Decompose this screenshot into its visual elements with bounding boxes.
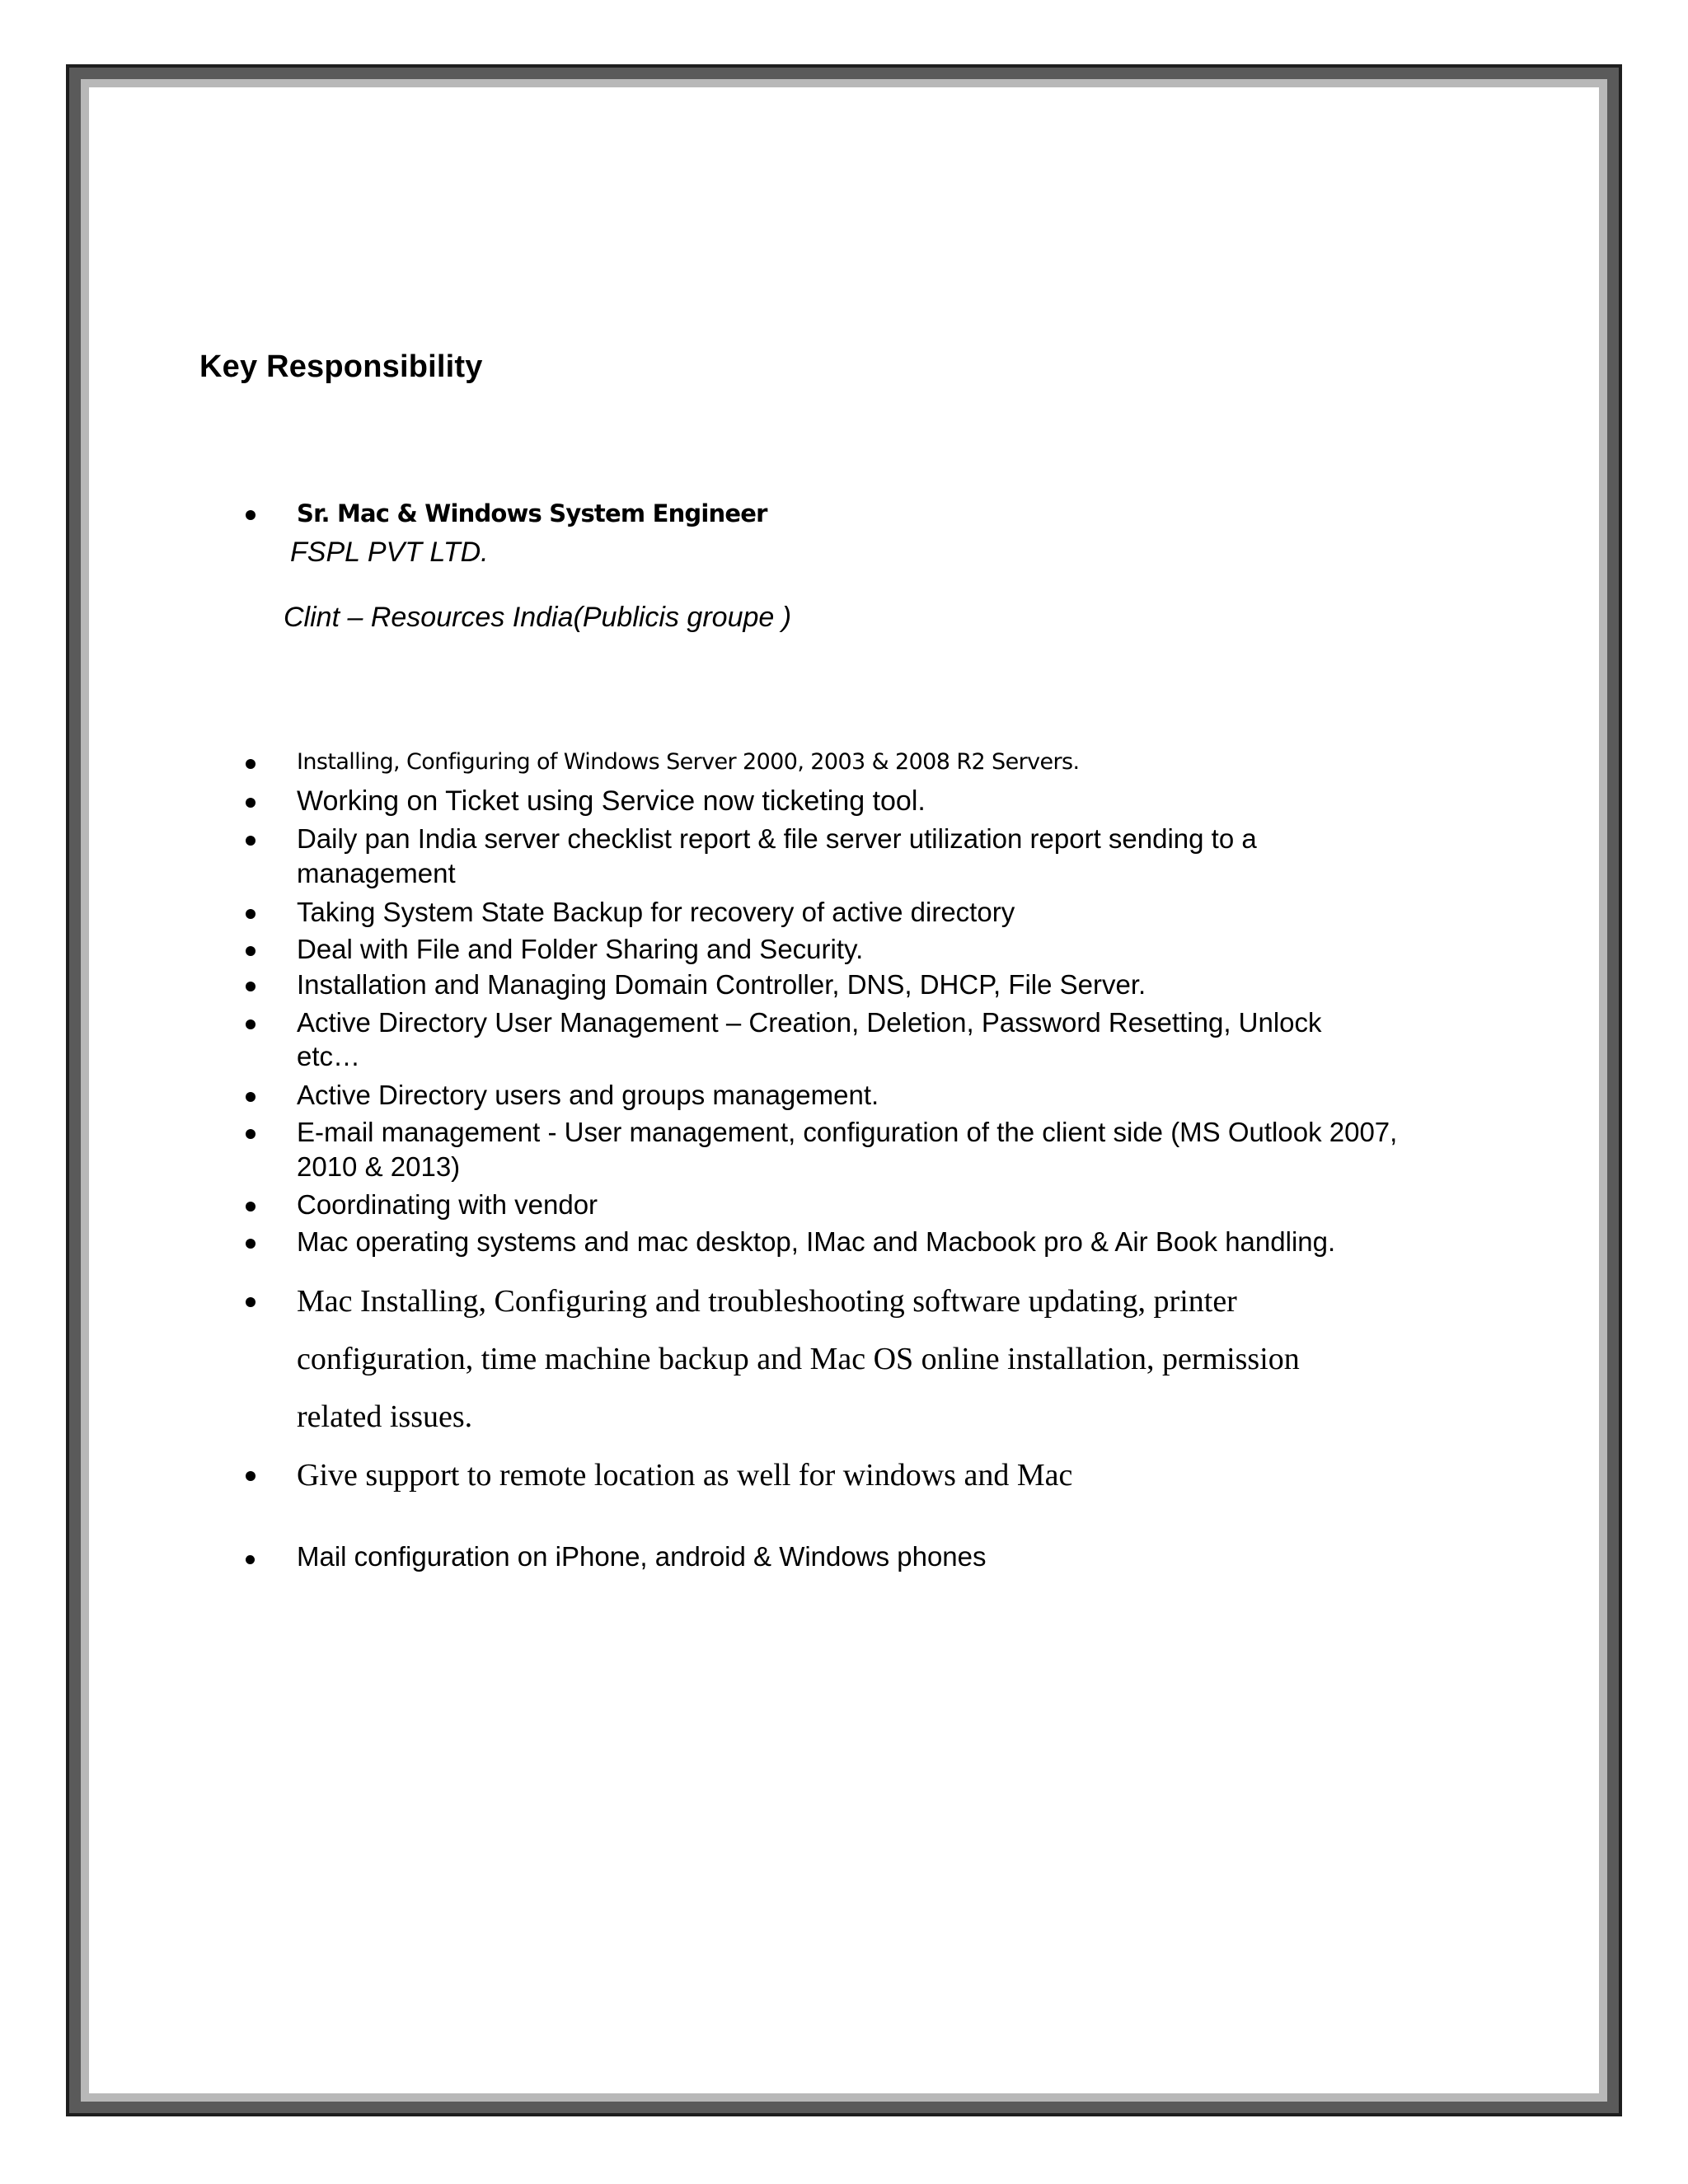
list-item: Installation and Managing Domain Controller, DNS, DHCP, File Server.	[297, 969, 1146, 1000]
list-item: Mac operating systems and mac desktop, IMac and Macbook pro & Air Book handling.	[297, 1226, 1336, 1257]
bullet-icon	[246, 510, 256, 520]
client-name: Clint – Resources India(Publicis groupe )	[284, 602, 792, 633]
list-item: Mac Installing, Configuring and troubleshooting software updating, printer	[297, 1284, 1237, 1319]
bullet-icon	[246, 946, 256, 956]
list-item: Deal with File and Folder Sharing and Security.	[297, 934, 864, 964]
list-item-continuation: etc…	[297, 1041, 361, 1071]
bullet-icon	[246, 982, 256, 991]
list-item: Active Directory users and groups management.	[297, 1080, 879, 1110]
bullet-icon	[246, 1202, 256, 1212]
job-title: Sr. Mac & Windows System Engineer	[297, 499, 767, 527]
bullet-icon	[246, 1555, 255, 1564]
list-item: Mail configuration on iPhone, android & Windows phones	[297, 1541, 987, 1572]
list-item: Give support to remote location as well for windows and Mac	[297, 1458, 1073, 1493]
list-item: Working on Ticket using Service now ticketing tool.	[297, 785, 926, 817]
bullet-icon	[246, 798, 256, 808]
bullet-icon	[246, 1019, 256, 1029]
list-item: Daily pan India server checklist report & file server utilization report sending to a	[297, 823, 1257, 854]
bullet-icon	[246, 1239, 256, 1249]
list-item: Active Directory User Management – Creation, Deletion, Password Resetting, Unlock	[297, 1007, 1322, 1038]
bullet-icon	[246, 1129, 256, 1139]
company-name: FSPL PVT LTD.	[290, 537, 489, 568]
bullet-icon	[246, 1297, 256, 1307]
bullet-icon	[246, 1092, 256, 1102]
list-item: Taking System State Backup for recovery of active directory	[297, 897, 1015, 927]
bullet-icon	[246, 909, 256, 919]
list-item-continuation: 2010 & 2013)	[297, 1151, 461, 1182]
list-item: Installing, Configuring of Windows Server 2000, 2003 & 2008 R2 Servers.	[297, 749, 1080, 775]
list-item-continuation: management	[297, 858, 456, 888]
section-heading: Key Responsibility	[199, 349, 483, 384]
list-item-continuation: related issues.	[297, 1399, 473, 1434]
list-item: E-mail management - User management, configuration of the client side (MS Outlook 2007,	[297, 1117, 1398, 1147]
bullet-icon	[246, 759, 256, 769]
list-item: Coordinating with vendor	[297, 1189, 598, 1220]
list-item-continuation: configuration, time machine backup and Mac OS online installation, permission	[297, 1342, 1300, 1376]
bullet-icon	[246, 836, 256, 846]
bullet-icon	[246, 1471, 256, 1481]
